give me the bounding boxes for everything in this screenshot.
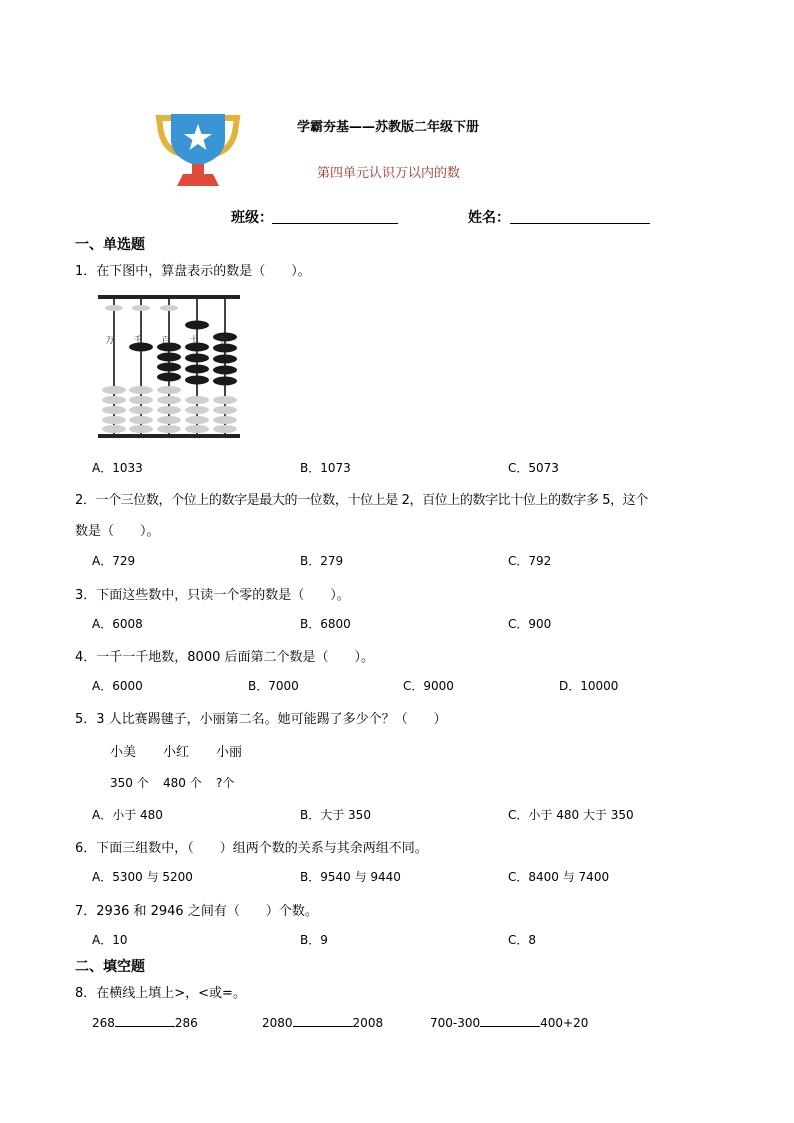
q1-option-b[interactable]: B．1073 <box>300 461 351 475</box>
q1-option-c[interactable]: C．5073 <box>508 461 559 475</box>
abacus-label: 十 <box>189 336 199 346</box>
q8-left-value: 2080 <box>262 1016 293 1030</box>
q4-text: 4．一千一千地数，8000 后面第二个数是（ ）。 <box>75 650 374 665</box>
q8-text: 8．在横线上填上>，<或=。 <box>75 986 246 1001</box>
q8-answer-blank[interactable] <box>480 1014 540 1027</box>
q5-count: 480 个 <box>163 776 202 790</box>
q8-right-value: 2008 <box>352 1016 384 1030</box>
q6-option-a[interactable]: A．5300 与 5200 <box>92 870 193 884</box>
q5-name: 小丽 <box>216 745 243 760</box>
q4-option-d[interactable]: D．10000 <box>559 679 619 693</box>
q8-item-3 <box>430 1014 588 1030</box>
q1-option-a[interactable]: A．1033 <box>92 461 143 475</box>
q5-name: 小美 <box>110 745 137 760</box>
q8-item-2 <box>262 1014 383 1030</box>
q3-option-b[interactable]: B．6800 <box>300 617 351 631</box>
q2-text-line2: 数是（ ）。 <box>75 524 160 539</box>
section-fill-blank: 二、填空题 <box>75 959 145 975</box>
q8-item-1 <box>92 1014 198 1030</box>
q4-option-a[interactable]: A．6000 <box>92 679 143 693</box>
page-title: 学霸夯基——苏教版二年级下册 <box>297 120 480 135</box>
trophy-icon <box>153 110 243 190</box>
q5-count: 350 个 <box>110 776 149 790</box>
class-field[interactable] <box>272 207 398 224</box>
section-single-choice: 一、单选题 <box>75 237 145 253</box>
q7-option-a[interactable]: A．10 <box>92 933 128 947</box>
q6-option-c[interactable]: C．8400 与 7400 <box>508 870 610 884</box>
q1-text: 1．在下图中，算盘表示的数是（ ）。 <box>75 264 311 279</box>
q5-name: 小红 <box>163 745 190 760</box>
q6-text: 6．下面三组数中，（ ）组两个数的关系与其余两组不同。 <box>75 841 428 856</box>
name-field[interactable] <box>510 207 650 224</box>
q3-option-c[interactable]: C．900 <box>508 617 552 631</box>
q8-right-value: 400+20 <box>540 1016 589 1030</box>
q8-left-value: 268 <box>92 1016 115 1030</box>
q7-option-c[interactable]: C．8 <box>508 933 537 947</box>
q5-option-b[interactable]: B．大于 350 <box>300 808 371 822</box>
name-label: 姓名： <box>468 210 510 226</box>
q5-count: ?个 <box>216 776 235 790</box>
q5-option-c[interactable]: C．小于 480 大于 350 <box>508 808 634 822</box>
abacus-image <box>96 292 242 442</box>
q4-option-c[interactable]: C．9000 <box>403 679 454 693</box>
q2-text-line1: 2．一个三位数，个位上的数字是最大的一位数，十位上是 2，百位上的数字比十位上的数字多 5，这个 <box>75 493 648 508</box>
q7-text: 7．2936 和 2946 之间有（ ）个数。 <box>75 904 318 919</box>
class-label: 班级： <box>231 210 273 226</box>
q8-answer-blank[interactable] <box>293 1014 353 1027</box>
q2-option-b[interactable]: B．279 <box>300 554 344 568</box>
q5-option-a[interactable]: A．小于 480 <box>92 808 163 822</box>
q7-option-b[interactable]: B．9 <box>300 933 328 947</box>
q3-text: 3．下面这些数中，只读一个零的数是（ ）。 <box>75 588 350 603</box>
q2-option-c[interactable]: C．792 <box>508 554 552 568</box>
q8-answer-blank[interactable] <box>115 1014 175 1027</box>
unit-subtitle: 第四单元认识万以内的数 <box>317 166 461 181</box>
q8-right-value: 286 <box>174 1016 198 1030</box>
q6-option-b[interactable]: B．9540 与 9440 <box>300 870 401 884</box>
abacus-label: 个 <box>217 336 227 346</box>
abacus-label: 百 <box>161 336 171 346</box>
q3-option-a[interactable]: A．6008 <box>92 617 143 631</box>
abacus-label: 千 <box>133 336 143 346</box>
q4-option-b[interactable]: B．7000 <box>248 679 299 693</box>
abacus-label: 万 <box>105 336 115 346</box>
q5-text: 5．3 人比赛踢毽子，小丽第二名。她可能踢了多少个？（ ） <box>75 712 447 727</box>
q2-option-a[interactable]: A．729 <box>92 554 136 568</box>
q8-left-value: 700-300 <box>430 1016 481 1030</box>
